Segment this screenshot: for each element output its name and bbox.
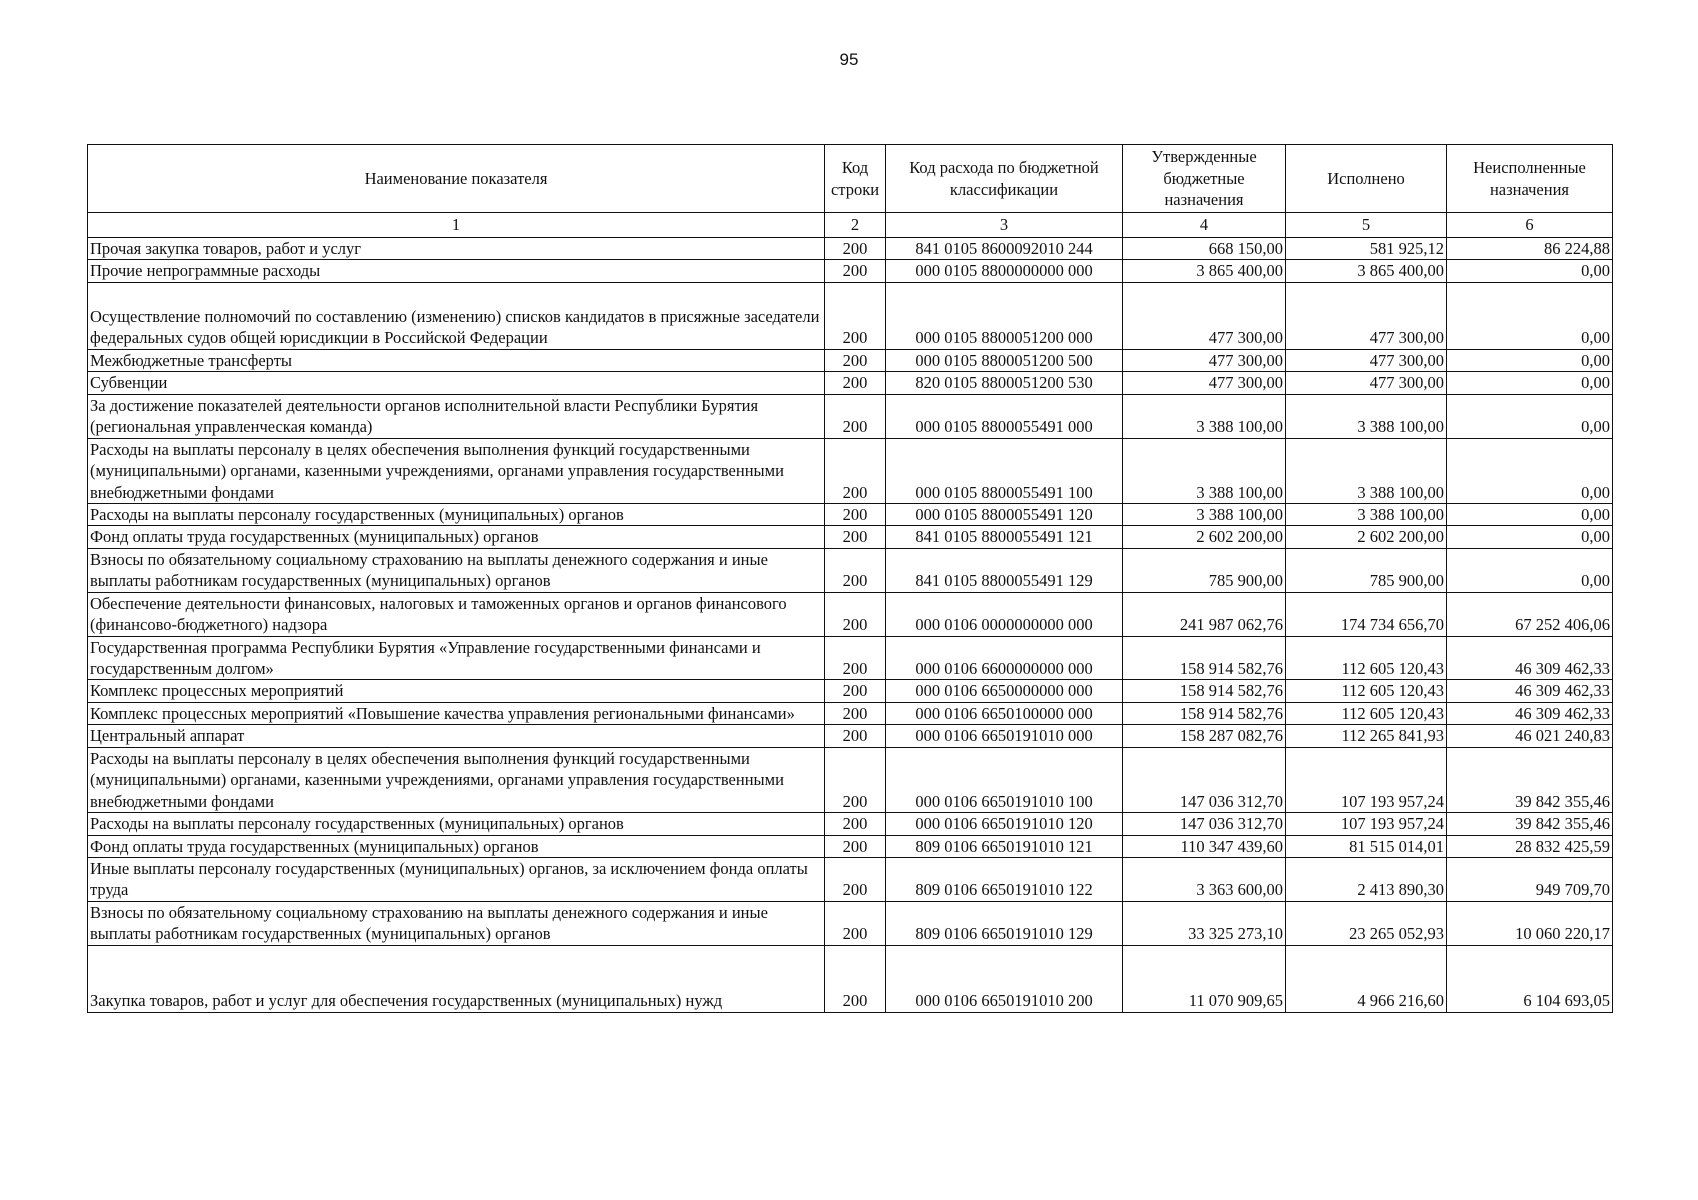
row-line-code: 200 — [825, 372, 886, 394]
table-row — [88, 592, 1613, 636]
row-unexecuted-amount: 46 309 462,33 — [1447, 702, 1613, 724]
row-executed-amount: 112 265 841,93 — [1286, 725, 1447, 747]
row-approved-amount: 3 363 600,00 — [1123, 857, 1286, 901]
row-executed-amount: 81 515 014,01 — [1286, 835, 1447, 857]
row-indicator-name: Субвенции — [88, 372, 825, 394]
table-row — [88, 372, 1613, 394]
row-line-code: 200 — [825, 548, 886, 592]
row-line-code: 200 — [825, 503, 886, 525]
row-line-code: 200 — [825, 438, 886, 503]
row-budget-code: 809 0106 6650191010 121 — [886, 835, 1123, 857]
row-budget-code: 000 0106 6650100000 000 — [886, 702, 1123, 724]
row-budget-code: 000 0105 8800051200 000 — [886, 282, 1123, 349]
column-number: 5 — [1286, 213, 1447, 238]
row-line-code: 200 — [825, 680, 886, 702]
row-approved-amount: 2 602 200,00 — [1123, 526, 1286, 548]
table-body — [88, 238, 1613, 1013]
row-approved-amount: 241 987 062,76 — [1123, 592, 1286, 636]
row-line-code: 200 — [825, 260, 886, 282]
row-executed-amount: 785 900,00 — [1286, 548, 1447, 592]
row-line-code: 200 — [825, 636, 886, 680]
row-indicator-name: Расходы на выплаты персоналу государственных (муниципальных) органов — [88, 503, 825, 525]
table-row — [88, 438, 1613, 503]
row-unexecuted-amount: 0,00 — [1447, 394, 1613, 438]
row-approved-amount: 3 388 100,00 — [1123, 394, 1286, 438]
table-row — [88, 747, 1613, 812]
row-budget-code: 000 0105 8800000000 000 — [886, 260, 1123, 282]
page-number: 95 — [839, 50, 859, 69]
row-indicator-name: Взносы по обязательному социальному страхованию на выплаты денежного содержания и иные выплаты работникам государственных (муниципальных) органов — [88, 548, 825, 592]
row-unexecuted-amount: 0,00 — [1447, 372, 1613, 394]
row-budget-code: 000 0105 8800055491 000 — [886, 394, 1123, 438]
row-approved-amount: 158 914 582,76 — [1123, 702, 1286, 724]
header-line-code: Код строки — [825, 145, 886, 213]
row-executed-amount: 112 605 120,43 — [1286, 680, 1447, 702]
row-approved-amount: 3 388 100,00 — [1123, 503, 1286, 525]
row-budget-code: 841 0105 8800055491 129 — [886, 548, 1123, 592]
row-executed-amount: 477 300,00 — [1286, 282, 1447, 349]
row-approved-amount: 3 388 100,00 — [1123, 438, 1286, 503]
row-executed-amount: 107 193 957,24 — [1286, 747, 1447, 812]
row-budget-code: 000 0106 6650000000 000 — [886, 680, 1123, 702]
table-row — [88, 680, 1613, 702]
row-line-code: 200 — [825, 592, 886, 636]
row-indicator-name: Комплекс процессных мероприятий «Повышение качества управления региональными финансами» — [88, 702, 825, 724]
row-indicator-name: Межбюджетные трансферты — [88, 349, 825, 371]
row-approved-amount: 785 900,00 — [1123, 548, 1286, 592]
row-unexecuted-amount: 39 842 355,46 — [1447, 813, 1613, 835]
row-indicator-name: Фонд оплаты труда государственных (муниципальных) органов — [88, 835, 825, 857]
row-unexecuted-amount: 949 709,70 — [1447, 857, 1613, 901]
table-row — [88, 238, 1613, 260]
row-approved-amount: 147 036 312,70 — [1123, 747, 1286, 812]
row-indicator-name: Осуществление полномочий по составлению (изменению) списков кандидатов в присяжные заседатели федеральных судов общей юрисдикции в Российской Федерации — [88, 282, 825, 349]
row-line-code: 200 — [825, 857, 886, 901]
row-line-code: 200 — [825, 835, 886, 857]
row-unexecuted-amount: 46 021 240,83 — [1447, 725, 1613, 747]
row-indicator-name: Прочие непрограммные расходы — [88, 260, 825, 282]
row-line-code: 200 — [825, 282, 886, 349]
row-unexecuted-amount: 39 842 355,46 — [1447, 747, 1613, 812]
column-number: 6 — [1447, 213, 1613, 238]
row-indicator-name: Взносы по обязательному социальному страхованию на выплаты денежного содержания и иные выплаты работникам государственных (муниципальных) органов — [88, 901, 825, 945]
table-row — [88, 394, 1613, 438]
header-budget-classification-code: Код расхода по бюджетной классификации — [886, 145, 1123, 213]
row-executed-amount: 112 605 120,43 — [1286, 702, 1447, 724]
row-approved-amount: 147 036 312,70 — [1123, 813, 1286, 835]
row-budget-code: 000 0105 8800055491 120 — [886, 503, 1123, 525]
row-executed-amount: 3 865 400,00 — [1286, 260, 1447, 282]
row-line-code: 200 — [825, 725, 886, 747]
row-executed-amount: 2 602 200,00 — [1286, 526, 1447, 548]
row-approved-amount: 11 070 909,65 — [1123, 945, 1286, 1012]
row-unexecuted-amount: 0,00 — [1447, 260, 1613, 282]
table-row — [88, 526, 1613, 548]
table-row — [88, 636, 1613, 680]
budget-execution-table — [87, 144, 1613, 1013]
row-unexecuted-amount: 0,00 — [1447, 503, 1613, 525]
header-indicator-name: Наименование показателя — [88, 145, 825, 213]
row-indicator-name: Иные выплаты персоналу государственных (муниципальных) органов, за исключением фонда оплаты труда — [88, 857, 825, 901]
row-indicator-name: Центральный аппарат — [88, 725, 825, 747]
row-executed-amount: 581 925,12 — [1286, 238, 1447, 260]
row-budget-code: 000 0106 6600000000 000 — [886, 636, 1123, 680]
table-row — [88, 503, 1613, 525]
row-budget-code: 820 0105 8800051200 530 — [886, 372, 1123, 394]
row-unexecuted-amount: 0,00 — [1447, 548, 1613, 592]
table-row — [88, 835, 1613, 857]
row-unexecuted-amount: 10 060 220,17 — [1447, 901, 1613, 945]
row-line-code: 200 — [825, 813, 886, 835]
row-budget-code: 000 0105 8800051200 500 — [886, 349, 1123, 371]
row-approved-amount: 158 914 582,76 — [1123, 680, 1286, 702]
row-approved-amount: 668 150,00 — [1123, 238, 1286, 260]
column-number: 4 — [1123, 213, 1286, 238]
table-row — [88, 260, 1613, 282]
row-line-code: 200 — [825, 526, 886, 548]
row-budget-code: 809 0106 6650191010 129 — [886, 901, 1123, 945]
row-budget-code: 000 0106 6650191010 000 — [886, 725, 1123, 747]
table-row — [88, 901, 1613, 945]
row-indicator-name: Расходы на выплаты персоналу в целях обеспечения выполнения функций государственными (муниципальными) органами, казенными учреждениями, органами управления государственными внебюджетными фондами — [88, 747, 825, 812]
row-executed-amount: 3 388 100,00 — [1286, 394, 1447, 438]
row-approved-amount: 33 325 273,10 — [1123, 901, 1286, 945]
row-unexecuted-amount: 0,00 — [1447, 526, 1613, 548]
row-approved-amount: 477 300,00 — [1123, 372, 1286, 394]
column-number: 1 — [88, 213, 825, 238]
row-unexecuted-amount: 67 252 406,06 — [1447, 592, 1613, 636]
row-executed-amount: 112 605 120,43 — [1286, 636, 1447, 680]
column-number: 2 — [825, 213, 886, 238]
row-indicator-name: Государственная программа Республики Бурятия «Управление государственными финансами и государственным долгом» — [88, 636, 825, 680]
row-budget-code: 841 0105 8800055491 121 — [886, 526, 1123, 548]
row-approved-amount: 158 287 082,76 — [1123, 725, 1286, 747]
row-executed-amount: 3 388 100,00 — [1286, 503, 1447, 525]
row-indicator-name: Обеспечение деятельности финансовых, налоговых и таможенных органов и органов финансового (финансово-бюджетного) надзора — [88, 592, 825, 636]
row-executed-amount: 174 734 656,70 — [1286, 592, 1447, 636]
table-row — [88, 282, 1613, 349]
row-unexecuted-amount: 86 224,88 — [1447, 238, 1613, 260]
header-unexecuted-appropriations: Неисполненные назначения — [1447, 145, 1613, 213]
row-line-code: 200 — [825, 945, 886, 1012]
row-budget-code: 000 0106 6650191010 100 — [886, 747, 1123, 812]
row-unexecuted-amount: 0,00 — [1447, 438, 1613, 503]
row-indicator-name: За достижение показателей деятельности органов исполнительной власти Республики Бурятия (региональная управленческая команда) — [88, 394, 825, 438]
row-budget-code: 000 0106 0000000000 000 — [886, 592, 1123, 636]
row-line-code: 200 — [825, 901, 886, 945]
row-executed-amount: 107 193 957,24 — [1286, 813, 1447, 835]
row-budget-code: 000 0105 8800055491 100 — [886, 438, 1123, 503]
row-line-code: 200 — [825, 238, 886, 260]
row-budget-code: 809 0106 6650191010 122 — [886, 857, 1123, 901]
row-line-code: 200 — [825, 394, 886, 438]
row-executed-amount: 3 388 100,00 — [1286, 438, 1447, 503]
table-header — [88, 145, 1613, 238]
row-indicator-name: Комплекс процессных мероприятий — [88, 680, 825, 702]
row-line-code: 200 — [825, 702, 886, 724]
row-executed-amount: 23 265 052,93 — [1286, 901, 1447, 945]
table-row — [88, 857, 1613, 901]
table-row — [88, 945, 1613, 1012]
column-number: 3 — [886, 213, 1123, 238]
row-executed-amount: 477 300,00 — [1286, 372, 1447, 394]
row-approved-amount: 3 865 400,00 — [1123, 260, 1286, 282]
row-indicator-name: Расходы на выплаты персоналу в целях обеспечения выполнения функций государственными (муниципальными) органами, казенными учреждениями, органами управления государственными внебюджетными фондами — [88, 438, 825, 503]
row-unexecuted-amount: 28 832 425,59 — [1447, 835, 1613, 857]
row-indicator-name: Фонд оплаты труда государственных (муниципальных) органов — [88, 526, 825, 548]
row-indicator-name: Прочая закупка товаров, работ и услуг — [88, 238, 825, 260]
row-approved-amount: 158 914 582,76 — [1123, 636, 1286, 680]
row-line-code: 200 — [825, 747, 886, 812]
row-budget-code: 841 0105 8600092010 244 — [886, 238, 1123, 260]
header-approved-appropriations: Утвержденные бюджетные назначения — [1123, 145, 1286, 213]
table-row — [88, 702, 1613, 724]
row-unexecuted-amount: 46 309 462,33 — [1447, 636, 1613, 680]
row-budget-code: 000 0106 6650191010 120 — [886, 813, 1123, 835]
table-row — [88, 813, 1613, 835]
row-budget-code: 000 0106 6650191010 200 — [886, 945, 1123, 1012]
row-executed-amount: 477 300,00 — [1286, 349, 1447, 371]
header-executed: Исполнено — [1286, 145, 1447, 213]
table-row — [88, 548, 1613, 592]
row-unexecuted-amount: 6 104 693,05 — [1447, 945, 1613, 1012]
row-approved-amount: 110 347 439,60 — [1123, 835, 1286, 857]
row-indicator-name: Расходы на выплаты персоналу государственных (муниципальных) органов — [88, 813, 825, 835]
row-indicator-name: Закупка товаров, работ и услуг для обеспечения государственных (муниципальных) нужд — [88, 945, 825, 1012]
row-approved-amount: 477 300,00 — [1123, 282, 1286, 349]
row-line-code: 200 — [825, 349, 886, 371]
row-unexecuted-amount: 0,00 — [1447, 282, 1613, 349]
row-executed-amount: 2 413 890,30 — [1286, 857, 1447, 901]
table-row — [88, 349, 1613, 371]
row-unexecuted-amount: 46 309 462,33 — [1447, 680, 1613, 702]
row-approved-amount: 477 300,00 — [1123, 349, 1286, 371]
table-row — [88, 725, 1613, 747]
row-unexecuted-amount: 0,00 — [1447, 349, 1613, 371]
row-executed-amount: 4 966 216,60 — [1286, 945, 1447, 1012]
